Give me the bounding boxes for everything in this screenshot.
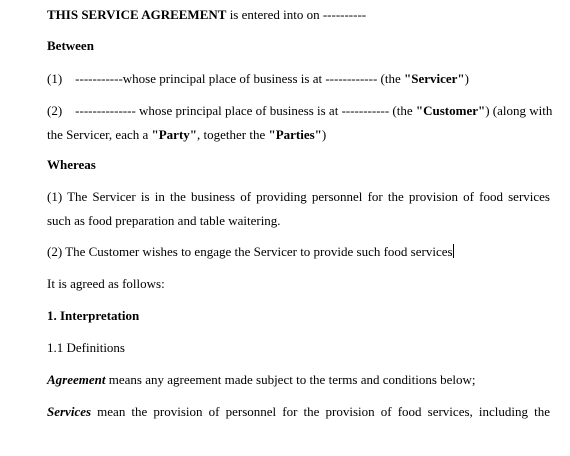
party-term: "Party" [151,127,197,142]
agreed-line: It is agreed as follows: [47,276,165,291]
services-term: Services [47,404,92,419]
recital-2-text: (2) The Customer wishes to engage the Servicer to provide such food services [47,244,453,259]
intro-text: is entered into on ---------- [226,7,367,22]
customer-term: "Customer" [415,103,486,118]
definition-services: Services mean the provision of personnel for the provision of food services, including the [47,404,550,419]
recital-1-line-2: such as food preparation and table waitering. [47,213,281,228]
party-2-continuation: the Servicer, each a "Party", together the "Parties") [47,127,327,142]
party-1-text: whose principal place of business is at ------------ (the [122,71,404,86]
party-2-number: (2) [47,103,63,118]
agreement-term: Agreement [47,372,106,387]
whereas-heading: Whereas [47,157,96,172]
party-1-blank: ----------- [75,71,123,86]
party-2-text: -------------- whose principal place of business is at ----------- (the [75,103,416,118]
servicer-term: "Servicer" [404,71,465,86]
party-1-line: (1) -----------whose principal place of business is at ------------ (the "Servicer") [47,71,469,86]
party-2-line: (2) -------------- whose principal place of business is at ----------- (the "Customer") (along with [47,103,553,118]
party-1-number: (1) [47,71,63,86]
text-cursor [453,244,454,258]
definition-agreement: Agreement means any agreement made subject to the terms and conditions below; [47,372,476,387]
recital-1-line-1: (1) The Servicer is in the business of providing personnel for the provision of food services [47,189,550,204]
between-heading: Between [47,38,94,53]
recital-2 [47,244,454,260]
agreement-title: THIS SERVICE AGREEMENT [47,7,227,22]
subsection-definitions: 1.1 Definitions [47,340,125,355]
intro-line [47,7,366,23]
parties-term: "Parties" [268,127,322,142]
section-1-heading: 1. Interpretation [47,308,140,323]
